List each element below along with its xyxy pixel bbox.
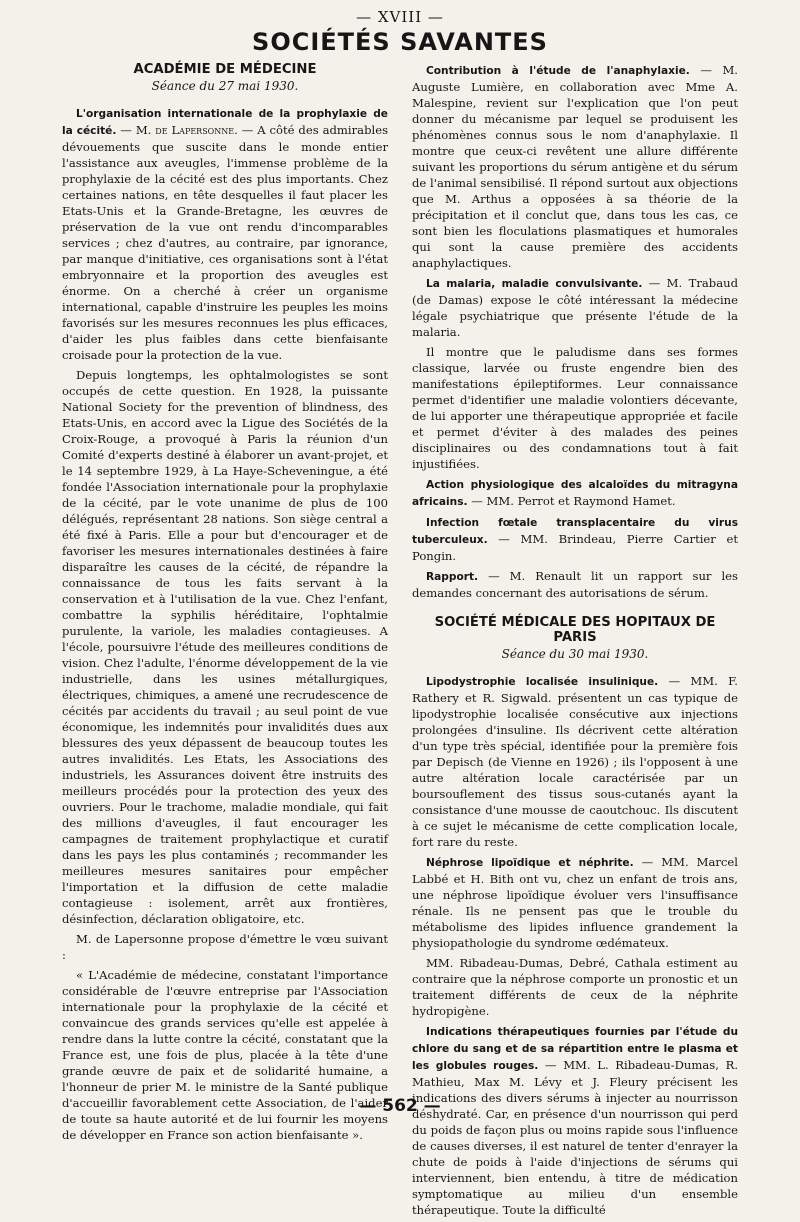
article-paragraph	[412, 568, 738, 601]
article-heading: Rapport.	[426, 571, 479, 583]
article-paragraph	[412, 62, 738, 271]
journal-page	[62, 8, 738, 1222]
article-text: — MM. F. Rathery et R. Sigwald. présentent un cas typique de lipodystrophie localisée consécutive aux injections prolongées d'insuline. Ils décrivent cette altération d'un type très spécial, identifiée pour la première fois par Depisch (de Vienne en 1926) ; ils l'opposent à une autre altération locale caractérisée par un boursouflement des tissus sous-cutanés ayant la consistance d'une mousse de caoutchouc. Ils discutent à ce sujet le mécanisme de cette complication locale, fort rare du reste.	[412, 674, 738, 849]
article-heading: Infection fœtale transplacentaire du virus tuberculeux.	[412, 517, 738, 546]
article-heading: Néphrose lipoïdique et néphrite.	[426, 857, 634, 869]
roman-page-folio: — XVIII —	[356, 8, 444, 26]
article-paragraph	[412, 514, 738, 564]
academie-session-date: Séance du 27 mai 1930.	[151, 79, 299, 93]
article-text: — M. Auguste Lumière, en collaboration avec Mme A. Malespine, revient sur l'explication que l'on peut donner du mécanisme par lequel se produisent les phénomènes connus sous le nom d'anaphylaxie. Il montre que ceux-ci revêtent une allure différente suivant les proportions du sérum antigène et du sérum de l'animal sensibilisé. Il répond surtout aux objections que M. Arthus a opposées à sa théorie de la précipitation et il conclut que, dans tous les cas, ce sont bien les floculations plasmatiques et humorales qui sont la cause première des accidents anaphylactiques.	[412, 63, 738, 270]
two-column-body	[62, 62, 738, 1222]
article-paragraph: Depuis longtemps, les ophtalmologistes se sont occupés de cette question. En 1928, la puissante National Society for the prevention of blindness, des Etats-Unis, en accord avec la Ligue des Sociétés de la Croix-Rouge, a provoqué à Paris la réunion d'un Comité d'experts destiné à élaborer un avant-projet, et le 14 septembre 1929, à La Haye-Scheveningue, a été fondée l'Association internationale pour la prophylaxie de la cécité, par le vote unanime de plus de 100 délégués, représentant 28 nations. Son siège central a été fixé à Paris. Elle a pour but d'encourager et de favoriser les mesures internationales destinées à faire disparaître les causes de la cécité, de répandre la connaissance de tous les faits servant à la conservation et à l'utilisation de la vue. Chez l'enfant, combattre la syphilis héréditaire, l'ophtalmie purulente, la variole, les maladies contagieuses. A l'école, poursuivre l'étude des meilleures conditions de vision. Chez l'adulte, l'énorme développement de la vie industrielle, dans les usines métallurgiques, électriques, chimiques, a amené une recrudescence de cécités par accidents du travail ; au seul point de vue économique, les indemnités pour invalidités dues aux blessures des yeux dépassent de beaucoup toutes les autres invalidités. Les Etats, les Associations des industriels, les Assurances doivent être instruits des meilleurs procédés pour la protection des yeux des ouvriers. Pour le trachome, maladie mondiale, qui fait des millions d'aveugles, il faut encourager les campagnes de traitement prophylactique et curatif dans les pays les plus contaminés ; recommander les meilleures mesures sanitaires pour empêcher l'importation et la diffusion de cette maladie contagieuse : isolement, arrêt aux frontières, désinfection, déclaration obligatoire, etc.	[62, 368, 388, 926]
article-paragraph: M. de Lapersonne propose d'émettre le vœu suivant :	[62, 932, 388, 962]
article-paragraph	[412, 476, 738, 510]
article-heading: Indications thérapeutiques fournies par l'étude du chlore du sang et de sa répartition entre le plasma et les globules rouges.	[412, 1026, 738, 1072]
article-text: — M. Renault lit un rapport sur les demandes concernant des autorisations de sérum.	[412, 569, 738, 600]
article-author: — M. de Lapersonne.	[120, 123, 238, 137]
article-paragraph	[62, 105, 388, 363]
article-heading: Contribution à l'étude de l'anaphylaxie.	[426, 65, 690, 77]
article-heading: Action physiologique des alcaloïdes du mitragyna africains.	[412, 479, 738, 508]
article-paragraph	[412, 1023, 738, 1218]
academie-section-title: ACADÉMIE DE MÉDECINE	[133, 62, 317, 77]
page-title: SOCIÉTÉS SAVANTES	[252, 28, 548, 56]
article-text: — MM. Brindeau, Pierre Cartier et Pongin.	[412, 532, 738, 563]
article-text: — MM. Perrot et Raymond Hamet.	[471, 494, 676, 508]
article-text: — MM. Marcel Labbé et H. Bith ont vu, chez un enfant de trois ans, une néphrose lipoïdique évoluer vers l'insuffisance rénale. Ils ne pensent pas que le trouble du métabolisme des lipides influence grandement la physiopathologie du syndrome œdémateux.	[412, 855, 738, 950]
article-text: — A côté des admirables dévouements que suscite dans le monde entier l'assistance aux aveugles, l'immense problème de la prophylaxie de la cécité est des plus importants. Chez certaines nations, en tête desquelles il faut placer les Etats-Unis et la Grande-Bretagne, les œuvres de préservation de la vue ont rendu d'incomparables services ; chez d'autres, au contraire, par ignorance, par manque d'initiative, ces organisations sont à l'état embryonnaire et la proportion des aveugles est énorme. On a cherché à créer un organisme international, capable d'instruire les peuples les moins favorisés sur les mesures reconnues les plus efficaces, d'aider les plus faibles dans cette bienfaisante croisade pour la protection de la vue.	[62, 123, 389, 362]
article-heading: La malaria, maladie convulsivante.	[426, 278, 643, 290]
right-column	[412, 62, 738, 1222]
article-paragraph	[412, 673, 738, 850]
article-heading: L'organisation internationale de la prophylaxie de la cécité.	[62, 108, 388, 137]
page-number: — 562 —	[359, 1096, 441, 1116]
article-paragraph: MM. Ribadeau-Dumas, Debré, Cathala estiment au contraire que la néphrose comporte un pronostic et un traitement différents de ceux de la néphrite hydropigène.	[412, 956, 738, 1018]
article-paragraph	[412, 854, 738, 951]
hopitaux-session-date: Séance du 30 mai 1930.	[501, 647, 649, 661]
hopitaux-section-title: SOCIÉTÉ MÉDICALE DES HOPITAUX DE PARIS	[434, 615, 716, 645]
article-paragraph: Il montre que le paludisme dans ses formes classique, larvée ou fruste engendre bien des manifestations épileptiformes. Leur connaissance permet d'identifier une maladie volontiers décevante, de lui apporter une thérapeutique appropriée et facile et permet d'éviter à des malades des peines disciplinaires ou des condamnations tout à fait injustifiées.	[412, 345, 738, 471]
article-text: — M. Trabaud (de Damas) expose le côté intéressant la médecine légale psychiatrique que présente l'étude de la malaria.	[412, 276, 739, 339]
article-text: — MM. L. Ribadeau-Dumas, R. Mathieu, Max M. Lévy et J. Fleury précisent les indications des divers sérums à injecter au nourrisson déshydraté. Car, en présence d'un nourrisson qui perd du poids de façon plus ou moins rapide sous l'influence de causes diverses, il est naturel de tenter d'enrayer la chute de poids à l'aide d'injections de sérums qui interviennent, bien entendu, à titre de médication symptomatique au milieu d'un ensemble thérapeutique. Toute la difficulté	[412, 1058, 738, 1217]
article-paragraph	[412, 275, 738, 340]
left-column	[62, 62, 388, 1222]
article-paragraph: « L'Académie de médecine, constatant l'importance considérable de l'œuvre entreprise par l'Association internationale pour la prophylaxie de la cécité et convaincue des grands services qu'elle est appelée à rendre dans la lutte contre la cécité, constatant que la France est, une fois de plus, placée à la tête d'une grande œuvre de paix et de solidarité humaine, a l'honneur de prier M. le ministre de la Santé publique d'accueillir favorablement cette Association, de l'aider de toute sa haute autorité et de lui fournir les moyens de développer en France son action bienfaisante ».	[62, 968, 388, 1142]
article-heading: Lipodystrophie localisée insulinique.	[426, 676, 659, 688]
